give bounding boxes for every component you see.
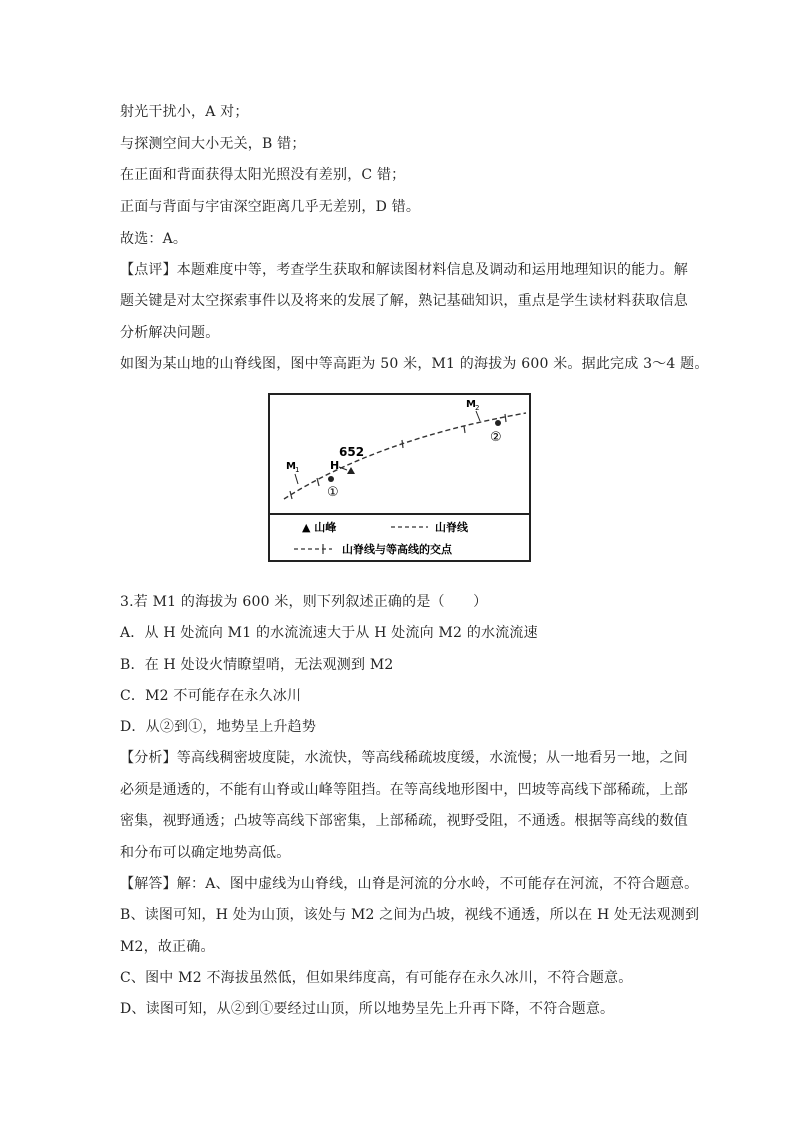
answer-line: M2，故正确。	[120, 939, 215, 955]
point-2-dot	[495, 420, 501, 426]
label-m2-sub: 2	[475, 404, 480, 412]
comment-line: 分析解决问题。	[120, 325, 220, 341]
legend-ridge: 山脊线	[435, 521, 468, 534]
label-m2: M	[466, 399, 476, 410]
analysis-line: 必须是通透的，不能有山脊或山峰等阻挡。在等高线地形图中，凹坡等高线下部稀疏，上部	[120, 782, 688, 798]
label-h: H	[330, 459, 340, 472]
label-m1: M	[286, 461, 296, 472]
option-b: B．在 H 处设火情瞭望哨，无法观测到 M2	[120, 657, 394, 673]
answer-line: C、图中 M2 不海拔虽然低，但如果纬度高，有可能存在永久冰川，不符合题意。	[120, 970, 633, 986]
analysis-line: 和分布可以确定地势高低。	[120, 845, 291, 861]
option-a: A．从 H 处流向 M1 的水流流速大于从 H 处流向 M2 的水流流速	[120, 625, 538, 641]
question-stem: 3.若 M1 的海拔为 600 米，则下列叙述正确的是（ ）	[120, 594, 488, 610]
analysis-line: 【分析】等高线稠密坡度陡，水流快，等高线稀疏坡度缓，水流慢；从一地看另一地，之间	[120, 750, 688, 766]
label-m1-sub: 1	[295, 466, 300, 474]
comment-line: 题关键是对太空探索事件以及将来的发展了解，熟记基础知识，重点是学生读材料获取信息	[120, 293, 688, 309]
legend-intersect: 山脊线与等高线的交点	[342, 543, 452, 556]
analysis-line: 密集，视野通透；凸坡等高线下部密集，上部稀疏，视野受阻，不通透。根据等高线的数值	[120, 813, 688, 829]
option-d: D．从②到①，地势呈上升趋势	[120, 719, 317, 735]
text-line: 与探测空间大小无关，B 错；	[120, 136, 306, 152]
answer-line: D、读图可知，从②到①要经过山顶，所以地势呈先上升再下降，不符合题意。	[120, 1001, 615, 1017]
intro-line: 如图为某山地的山脊线图，图中等高距为 50 米，M1 的海拔为 600 米。据此完成 3～4 题。	[120, 356, 709, 372]
point-1-dot	[328, 476, 334, 482]
answer-line: B、读图可知，H 处为山顶，该处与 M2 之间为凸坡，视线不通透，所以在 H 处无法观测到	[120, 907, 700, 923]
text-line: 在正面和背面获得太阳光照没有差别，C 错；	[120, 167, 406, 183]
point-1-label: ①	[327, 485, 339, 500]
comment-line: 【点评】本题难度中等，考查学生获取和解读图材料信息及调动和运用地理知识的能力。解	[120, 262, 688, 278]
point-2-label: ②	[490, 430, 502, 445]
text-line: 故选：A。	[120, 231, 188, 247]
option-c: C．M2 不可能存在永久冰川	[120, 688, 302, 704]
text-line: 射光干扰小，A 对；	[120, 104, 249, 120]
ridge-line-figure	[268, 393, 531, 562]
peak-elevation: 652	[339, 445, 365, 459]
text-line: 正面与背面与宇宙深空距离几乎无差别，D 错。	[120, 199, 421, 215]
legend-peak: ▲ 山峰	[302, 521, 337, 534]
answer-line: 【解答】解：A、图中虚线为山脊线，山脊是河流的分水岭，不可能存在河流，不符合题意。	[120, 876, 699, 892]
figure-border	[269, 394, 530, 561]
ridge-map-svg	[268, 393, 531, 562]
